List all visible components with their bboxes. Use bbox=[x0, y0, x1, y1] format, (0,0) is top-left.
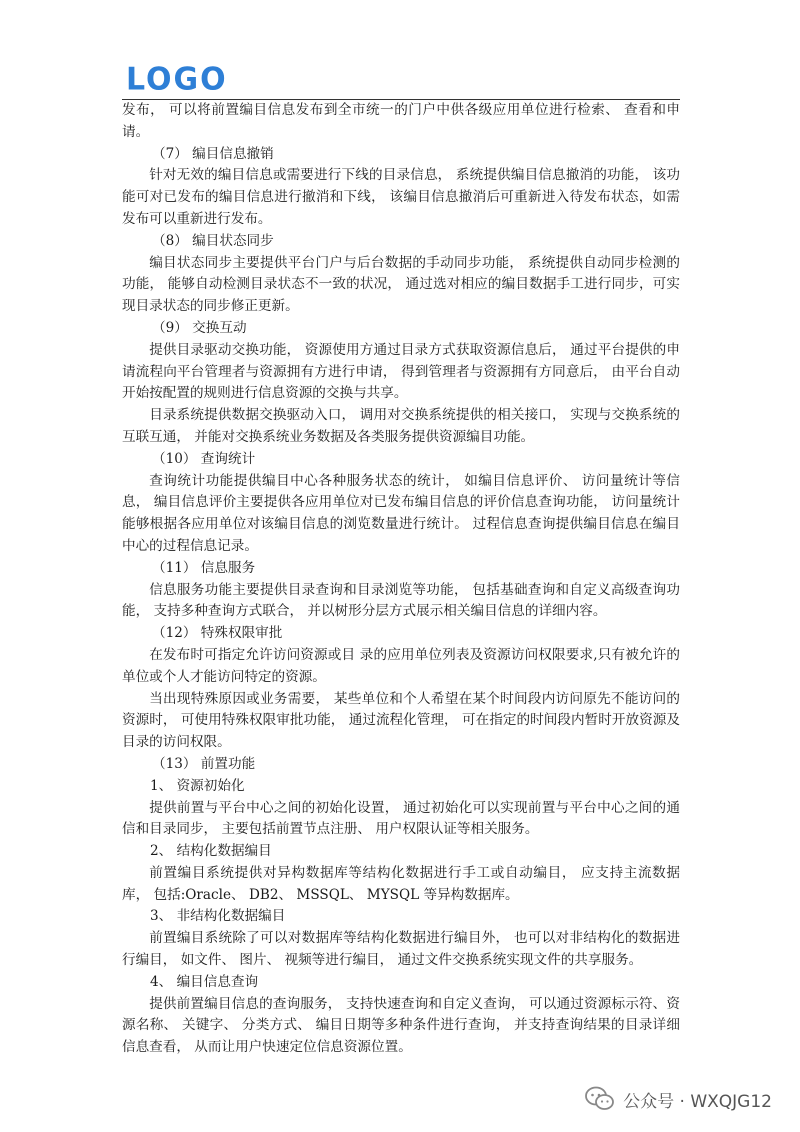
body-paragraph: 信息服务功能主要提供目录查询和目录浏览等功能， 包括基础查询和自定义高级查询功能， 支持多种查询方式联合， 并以树形分层方式展示相关编目信息的详细内容。 bbox=[122, 581, 680, 620]
logo: LOGO bbox=[126, 61, 228, 98]
section-heading: （10） 查询统计 bbox=[152, 450, 256, 467]
body-paragraph: 发布， 可以将前置编目信息发布到全市统一的门户中供各级应用单位进行检索、 查看和申请。 bbox=[122, 102, 680, 140]
watermark bbox=[585, 1084, 772, 1114]
body-paragraph: 针对无效的编目信息或需要进行下线的目录信息， 系统提供编目信息撤消的功能， 该功能可对已发布的编目信息进行撤消和下线， 该编目信息撤消后可重新进入待发布状态，如需发布可以重新进行发布。 bbox=[122, 167, 680, 227]
section-heading: （8） 编目状态同步 bbox=[152, 232, 274, 249]
document-body bbox=[122, 100, 680, 1059]
section-heading: 4、 编目信息查询 bbox=[150, 973, 259, 990]
body-paragraph: 在发布时可指定允许访问资源或目 录的应用单位列表及资源访问权限要求,只有被允许的单位或个人才能访问特定的资源。 bbox=[122, 646, 680, 685]
section-heading: （11） 信息服务 bbox=[152, 559, 256, 576]
body-paragraph: 前置编目系统除了可以对数据库等结构化数据进行编目外， 也可以对非结构化的数据进行编目， 如文件、 图片、 视频等进行编目， 通过文件交换系统实现文件的共享服务。 bbox=[122, 930, 680, 969]
section-heading: （7） 编目信息撤销 bbox=[152, 145, 274, 162]
body-paragraph: 查询统计功能提供编目中心各种服务状态的统计， 如编目信息评价、 访问量统计等信息， 编目信息评价主要提供各应用单位对已发布编目信息的评价信息查询功能， 访问量统计能够根据各应用单位对该编目信息的浏览数量进行统计。 过程信息查询提供编目信息在编目中心的过程信息记录。 bbox=[122, 472, 680, 554]
section-heading: （12） 特殊权限审批 bbox=[152, 625, 283, 642]
body-paragraph: 前置编目系统提供对异构数据库等结构化数据进行手工或自动编目， 应支持主流数据库， 包括:Oracle、 DB2、 MSSQL、 MYSQL 等异构数据库。 bbox=[122, 864, 680, 903]
page-header bbox=[122, 60, 680, 100]
watermark-text: 公众号 · WXQJG12 bbox=[623, 1091, 772, 1112]
wechat-icon bbox=[585, 1086, 615, 1112]
section-heading: 3、 非结构化数据编目 bbox=[150, 908, 286, 925]
body-paragraph: 提供前置与平台中心之间的初始化设置， 通过初始化可以实现前置与平台中心之间的通信和目录同步， 主要包括前置节点注册、 用户权限认证等相关服务。 bbox=[122, 799, 680, 838]
section-heading: 1、 资源初始化 bbox=[150, 777, 245, 794]
body-paragraph: 提供前置编目信息的查询服务， 支持快速查询和自定义查询， 可以通过资源标示符、资源名称、 关键字、 分类方式、 编目日期等多种条件进行查询， 并支持查询结果的目录详细信息查看， 从而让用户快速定位信息资源位置。 bbox=[122, 995, 680, 1056]
body-paragraph: 编目状态同步主要提供平台门户与后台数据的手动同步功能， 系统提供自动同步检测的功能， 能够自动检测目录状态不一致的状况， 通过选对相应的编目数据手工进行同步，可实现目录状态的同步修正更新。 bbox=[122, 254, 680, 315]
body-paragraph: 当出现特殊原因或业务需要， 某些单位和个人希望在某个时间段内访问原先不能访问的资源时， 可使用特殊权限审批功能， 通过流程化管理， 可在指定的时间段内暂时开放资源及目录的访问权限。 bbox=[122, 690, 680, 751]
section-heading: 2、 结构化数据编目 bbox=[150, 843, 272, 860]
body-paragraph: 目录系统提供数据交换驱动入口， 调用对交换系统提供的相关接口， 实现与交换系统的互联互通， 并能对交换系统业务数据及各类服务提供资源编目功能。 bbox=[122, 407, 680, 445]
body-paragraph: 提供目录驱动交换功能， 资源使用方通过目录方式获取资源信息后， 通过平台提供的申请流程向平台管理者与资源拥有方进行申请， 得到管理者与资源拥有方同意后， 由平台自动开始按配置的规则进行信息资源的交换与共享。 bbox=[122, 341, 680, 402]
section-heading: （9） 交换互动 bbox=[152, 319, 247, 336]
section-heading: （13） 前置功能 bbox=[152, 755, 256, 772]
